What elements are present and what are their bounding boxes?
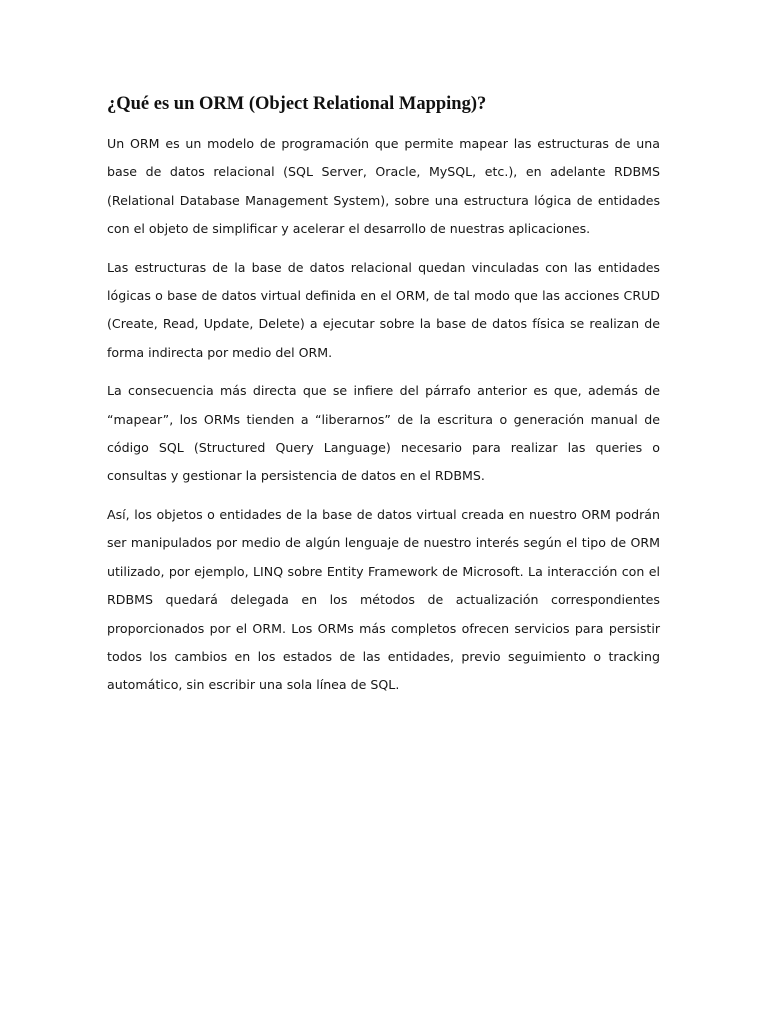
paragraph-sql-consequence: La consecuencia más directa que se infiere del párrafo anterior es que, además de “mapear”, los ORMs tienden a “liberarnos” de la escritura o generación manual de código SQL (Structured Query Language) necesario para realizar las queries o consultas y gestionar la persistencia de datos en el RDBMS. — [107, 383, 660, 484]
document-title: ¿Qué es un ORM (Object Relational Mapping)? — [107, 94, 487, 114]
paragraph-entity-manipulation: Así, los objetos o entidades de la base de datos virtual creada en nuestro ORM podrán ser manipulados por medio de algún lenguaje de nuestro interés según el tipo de ORM utilizado, por ejemplo, LINQ sobre Entity Framework de Microsoft. La interacción con el RDBMS quedará delegada en los métodos de actualización correspondientes proporcionados por el ORM. Los ORMs más completos ofrecen servicios para persistir todos los cambios en los estados de las entidades, previo seguimiento o tracking automático, sin escribir una sola línea de SQL. — [107, 506, 660, 693]
paragraph-crud-mapping: Las estructuras de la base de datos relacional quedan vinculadas con las entidades lógicas o base de datos virtual definida en el ORM, de tal modo que las acciones CRUD (Create, Read, Update, Delete) a ejecutar sobre la base de datos física se realizan de forma indirecta por medio del ORM. — [107, 259, 660, 360]
document-body — [107, 90, 660, 710]
paragraph-orm-definition: Un ORM es un modelo de programación que permite mapear las estructuras de una base de datos relacional (SQL Server, Oracle, MySQL, etc.), en adelante RDBMS (Relational Database Management System), sobre una estructura lógica de entidades con el objeto de simplificar y acelerar el desarrollo de nuestras aplicaciones. — [107, 136, 660, 237]
